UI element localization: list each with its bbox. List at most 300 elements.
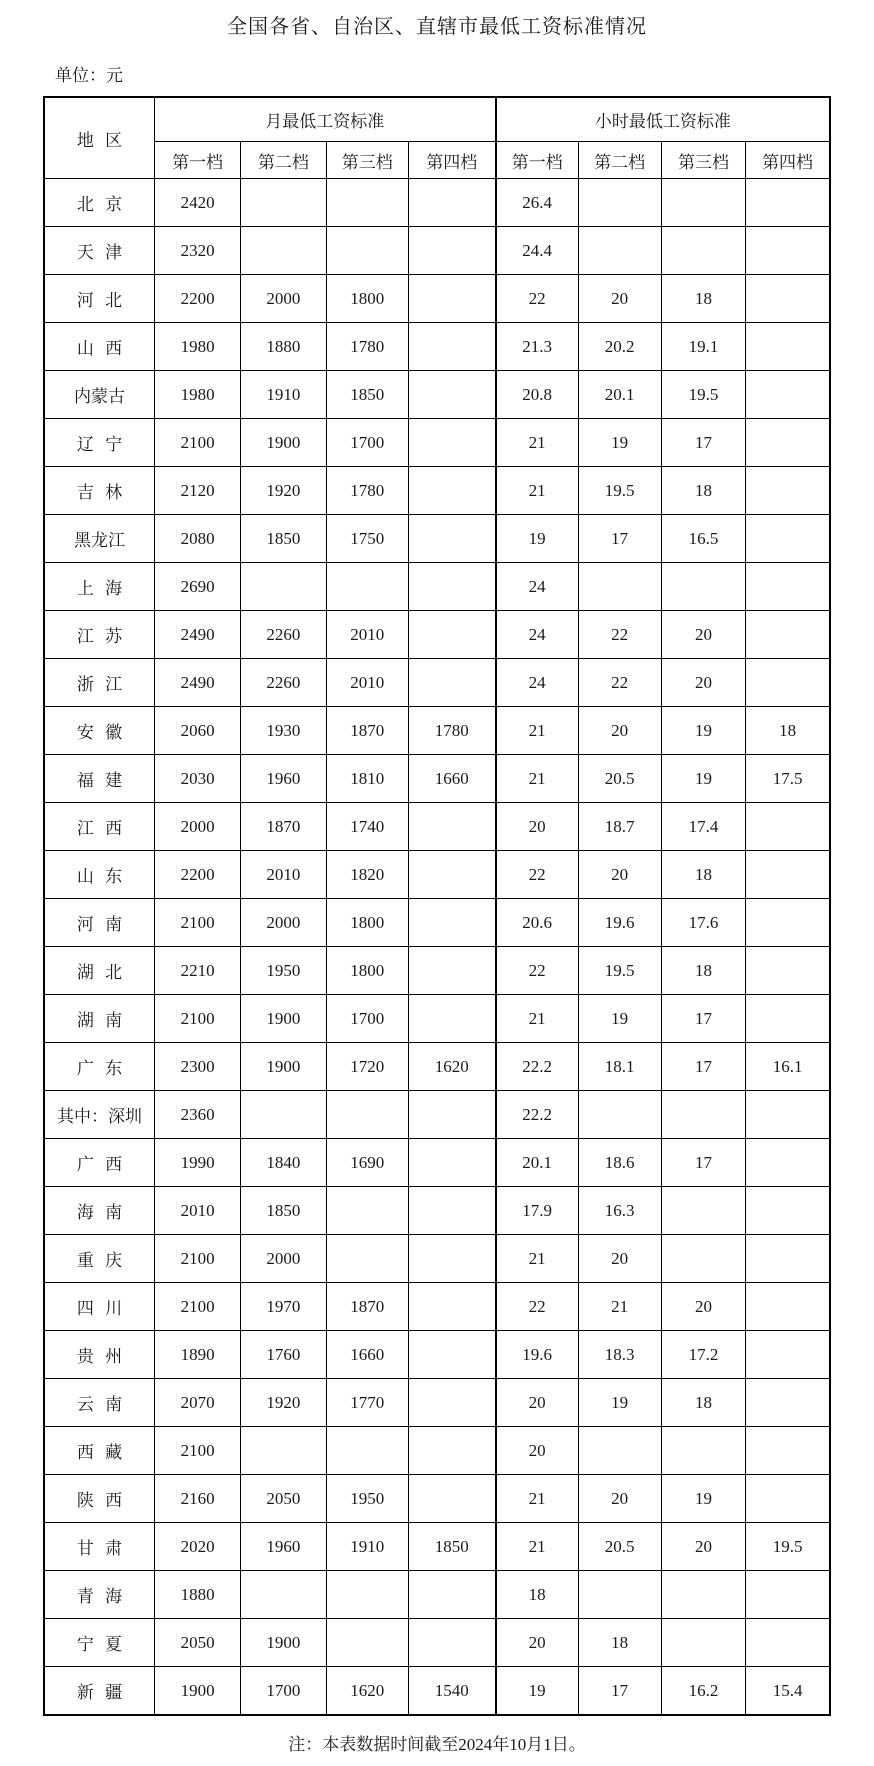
monthly-cell-tier4	[408, 611, 495, 659]
table-row	[44, 419, 830, 467]
hourly-cell-tier2	[578, 563, 661, 611]
monthly-cell-tier2: 1840	[241, 1139, 326, 1187]
monthly-cell-tier4	[408, 995, 495, 1043]
hourly-cell-tier3: 19	[661, 755, 745, 803]
hourly-cell-tier2: 21	[578, 1283, 661, 1331]
region-cell: 其中：深圳	[44, 1091, 154, 1139]
table-row	[44, 1427, 830, 1475]
monthly-cell-tier3	[326, 1187, 408, 1235]
region-cell: 青 海	[44, 1571, 154, 1619]
hourly-cell-tier4	[746, 1283, 830, 1331]
monthly-cell-tier4: 1660	[408, 755, 495, 803]
tier-header-monthly-1: 第一档	[154, 142, 240, 179]
region-cell: 内蒙古	[44, 371, 154, 419]
monthly-cell-tier3	[326, 227, 408, 275]
hourly-cell-tier4	[746, 467, 830, 515]
region-cell: 福 建	[44, 755, 154, 803]
monthly-cell-tier4	[408, 467, 495, 515]
hourly-cell-tier1: 24	[496, 611, 578, 659]
monthly-cell-tier3: 1800	[326, 947, 408, 995]
monthly-group-header: 月最低工资标准	[154, 97, 495, 142]
monthly-cell-tier4	[408, 851, 495, 899]
footnote: 注：本表数据时间截至2024年10月1日。	[288, 1735, 586, 1754]
hourly-cell-tier4: 16.1	[746, 1043, 830, 1091]
table-row	[44, 947, 830, 995]
hourly-cell-tier3: 17.6	[661, 899, 745, 947]
hourly-cell-tier1: 21	[496, 419, 578, 467]
monthly-cell-tier1: 2010	[154, 1187, 240, 1235]
region-cell: 广 东	[44, 1043, 154, 1091]
monthly-cell-tier2: 1930	[241, 707, 326, 755]
table-row	[44, 611, 830, 659]
monthly-cell-tier1: 2160	[154, 1475, 240, 1523]
table-row	[44, 515, 830, 563]
monthly-cell-tier2: 1950	[241, 947, 326, 995]
table-row	[44, 323, 830, 371]
monthly-cell-tier4	[408, 1619, 495, 1667]
table-row	[44, 1283, 830, 1331]
hourly-cell-tier4: 17.5	[746, 755, 830, 803]
monthly-cell-tier1: 1890	[154, 1331, 240, 1379]
hourly-cell-tier3: 18	[661, 851, 745, 899]
table-row	[44, 179, 830, 227]
hourly-cell-tier4	[746, 1331, 830, 1379]
hourly-cell-tier1: 21	[496, 995, 578, 1043]
hourly-cell-tier4	[746, 1475, 830, 1523]
monthly-cell-tier2: 1870	[241, 803, 326, 851]
hourly-cell-tier2: 18.7	[578, 803, 661, 851]
table-row	[44, 1091, 830, 1139]
hourly-cell-tier2: 19.5	[578, 467, 661, 515]
hourly-cell-tier2: 19	[578, 1379, 661, 1427]
tier-header-hourly-2: 第二档	[578, 142, 661, 179]
monthly-cell-tier2: 1760	[241, 1331, 326, 1379]
monthly-cell-tier4	[408, 1187, 495, 1235]
hourly-cell-tier4	[746, 371, 830, 419]
monthly-cell-tier3: 1770	[326, 1379, 408, 1427]
tier-header-row	[44, 142, 830, 179]
hourly-cell-tier3: 18	[661, 1379, 745, 1427]
monthly-cell-tier2: 1900	[241, 1619, 326, 1667]
hourly-cell-tier3	[661, 1187, 745, 1235]
hourly-cell-tier4	[746, 323, 830, 371]
hourly-cell-tier2: 19.6	[578, 899, 661, 947]
region-cell: 陕 西	[44, 1475, 154, 1523]
hourly-cell-tier1: 22.2	[496, 1043, 578, 1091]
table-row	[44, 371, 830, 419]
hourly-cell-tier3: 17.2	[661, 1331, 745, 1379]
monthly-cell-tier1: 2030	[154, 755, 240, 803]
hourly-cell-tier3: 16.5	[661, 515, 745, 563]
hourly-cell-tier4	[746, 659, 830, 707]
hourly-group-header: 小时最低工资标准	[496, 97, 830, 142]
hourly-cell-tier2: 20	[578, 1235, 661, 1283]
hourly-cell-tier1: 21	[496, 1475, 578, 1523]
hourly-cell-tier1: 20	[496, 803, 578, 851]
tier-header-monthly-2: 第二档	[241, 142, 326, 179]
hourly-cell-tier4	[746, 947, 830, 995]
monthly-cell-tier3: 1800	[326, 899, 408, 947]
monthly-cell-tier3: 1700	[326, 995, 408, 1043]
hourly-cell-tier1: 20.6	[496, 899, 578, 947]
monthly-cell-tier3: 2010	[326, 611, 408, 659]
hourly-cell-tier4	[746, 1379, 830, 1427]
tier-header-monthly-4: 第四档	[408, 142, 495, 179]
monthly-cell-tier2: 2000	[241, 275, 326, 323]
monthly-cell-tier1: 2100	[154, 419, 240, 467]
monthly-cell-tier2	[241, 1571, 326, 1619]
hourly-cell-tier1: 24	[496, 563, 578, 611]
monthly-cell-tier3: 1820	[326, 851, 408, 899]
table-row	[44, 707, 830, 755]
hourly-cell-tier2: 22	[578, 611, 661, 659]
table-row	[44, 1331, 830, 1379]
monthly-cell-tier3: 1690	[326, 1139, 408, 1187]
monthly-cell-tier3: 1810	[326, 755, 408, 803]
hourly-cell-tier4	[746, 1427, 830, 1475]
monthly-cell-tier1: 2690	[154, 563, 240, 611]
region-cell: 河 南	[44, 899, 154, 947]
hourly-cell-tier3	[661, 1571, 745, 1619]
monthly-cell-tier3: 1660	[326, 1331, 408, 1379]
hourly-cell-tier3	[661, 179, 745, 227]
monthly-cell-tier2: 2000	[241, 899, 326, 947]
region-cell: 安 徽	[44, 707, 154, 755]
monthly-cell-tier3: 1750	[326, 515, 408, 563]
monthly-cell-tier4	[408, 323, 495, 371]
monthly-cell-tier4	[408, 947, 495, 995]
monthly-cell-tier1: 2420	[154, 179, 240, 227]
monthly-cell-tier3: 1950	[326, 1475, 408, 1523]
monthly-cell-tier2: 1960	[241, 1523, 326, 1571]
hourly-cell-tier3: 18	[661, 947, 745, 995]
table-row	[44, 1523, 830, 1571]
hourly-cell-tier1: 24	[496, 659, 578, 707]
monthly-cell-tier4: 1780	[408, 707, 495, 755]
monthly-cell-tier3: 1870	[326, 1283, 408, 1331]
hourly-cell-tier3	[661, 1235, 745, 1283]
region-column-header: 地 区	[44, 97, 154, 179]
monthly-cell-tier1: 2200	[154, 275, 240, 323]
hourly-cell-tier1: 24.4	[496, 227, 578, 275]
hourly-cell-tier4	[746, 419, 830, 467]
monthly-cell-tier3: 1800	[326, 275, 408, 323]
hourly-cell-tier3: 19	[661, 707, 745, 755]
monthly-cell-tier1: 2060	[154, 707, 240, 755]
monthly-cell-tier2: 1700	[241, 1667, 326, 1716]
hourly-cell-tier3: 16.2	[661, 1667, 745, 1716]
monthly-cell-tier2: 2010	[241, 851, 326, 899]
group-header-row	[44, 97, 830, 142]
monthly-cell-tier4	[408, 515, 495, 563]
monthly-cell-tier1: 2210	[154, 947, 240, 995]
tier-header-monthly-3: 第三档	[326, 142, 408, 179]
hourly-cell-tier4	[746, 611, 830, 659]
monthly-cell-tier2	[241, 563, 326, 611]
hourly-cell-tier2: 20.1	[578, 371, 661, 419]
monthly-cell-tier1: 2100	[154, 899, 240, 947]
table-row	[44, 1379, 830, 1427]
monthly-cell-tier3: 2010	[326, 659, 408, 707]
monthly-cell-tier4	[408, 659, 495, 707]
table-row	[44, 227, 830, 275]
hourly-cell-tier3	[661, 563, 745, 611]
monthly-cell-tier1: 1990	[154, 1139, 240, 1187]
monthly-cell-tier2	[241, 227, 326, 275]
hourly-cell-tier4	[746, 227, 830, 275]
table-row	[44, 563, 830, 611]
table-row	[44, 899, 830, 947]
hourly-cell-tier3	[661, 1091, 745, 1139]
table-row	[44, 1187, 830, 1235]
monthly-cell-tier2: 1900	[241, 1043, 326, 1091]
monthly-cell-tier4	[408, 803, 495, 851]
hourly-cell-tier2	[578, 1427, 661, 1475]
monthly-cell-tier2: 1850	[241, 515, 326, 563]
hourly-cell-tier2: 19.5	[578, 947, 661, 995]
hourly-cell-tier2: 22	[578, 659, 661, 707]
region-cell: 山 西	[44, 323, 154, 371]
hourly-cell-tier1: 21	[496, 1235, 578, 1283]
monthly-cell-tier2: 2050	[241, 1475, 326, 1523]
hourly-cell-tier3: 17	[661, 419, 745, 467]
monthly-cell-tier1: 2070	[154, 1379, 240, 1427]
hourly-cell-tier2: 20	[578, 851, 661, 899]
region-cell: 河 北	[44, 275, 154, 323]
monthly-cell-tier2: 1920	[241, 467, 326, 515]
region-cell: 浙 江	[44, 659, 154, 707]
monthly-cell-tier3: 1850	[326, 371, 408, 419]
hourly-cell-tier4	[746, 851, 830, 899]
monthly-cell-tier1: 2200	[154, 851, 240, 899]
hourly-cell-tier4	[746, 275, 830, 323]
hourly-cell-tier2: 20.5	[578, 755, 661, 803]
monthly-cell-tier2	[241, 1091, 326, 1139]
table-row	[44, 1619, 830, 1667]
hourly-cell-tier1: 20	[496, 1379, 578, 1427]
hourly-cell-tier2: 20	[578, 707, 661, 755]
monthly-cell-tier1: 2300	[154, 1043, 240, 1091]
hourly-cell-tier3	[661, 1427, 745, 1475]
monthly-cell-tier1: 2100	[154, 1427, 240, 1475]
monthly-cell-tier4: 1540	[408, 1667, 495, 1716]
hourly-cell-tier2	[578, 1091, 661, 1139]
monthly-cell-tier3: 1870	[326, 707, 408, 755]
table-row	[44, 1571, 830, 1619]
hourly-cell-tier3: 18	[661, 275, 745, 323]
table-row	[44, 1043, 830, 1091]
table-row	[44, 1667, 830, 1716]
region-cell: 海 南	[44, 1187, 154, 1235]
hourly-cell-tier2: 18.3	[578, 1331, 661, 1379]
table-row	[44, 995, 830, 1043]
region-cell: 甘 肃	[44, 1523, 154, 1571]
hourly-cell-tier3: 17.4	[661, 803, 745, 851]
page-title: 全国各省、自治区、直辖市最低工资标准情况	[227, 16, 647, 38]
hourly-cell-tier4	[746, 563, 830, 611]
monthly-cell-tier4	[408, 179, 495, 227]
hourly-cell-tier4	[746, 1571, 830, 1619]
monthly-cell-tier4: 1620	[408, 1043, 495, 1091]
hourly-cell-tier1: 19	[496, 1667, 578, 1716]
region-cell: 天 津	[44, 227, 154, 275]
region-cell: 黑龙江	[44, 515, 154, 563]
region-cell: 江 西	[44, 803, 154, 851]
monthly-cell-tier1: 2050	[154, 1619, 240, 1667]
monthly-cell-tier1: 1880	[154, 1571, 240, 1619]
hourly-cell-tier4	[746, 179, 830, 227]
hourly-cell-tier2	[578, 227, 661, 275]
hourly-cell-tier3	[661, 1619, 745, 1667]
monthly-cell-tier4	[408, 1283, 495, 1331]
monthly-cell-tier3: 1720	[326, 1043, 408, 1091]
table-row	[44, 467, 830, 515]
hourly-cell-tier2	[578, 179, 661, 227]
monthly-cell-tier4	[408, 371, 495, 419]
hourly-cell-tier1: 19	[496, 515, 578, 563]
table-row	[44, 1235, 830, 1283]
monthly-cell-tier1: 2360	[154, 1091, 240, 1139]
monthly-cell-tier3: 1700	[326, 419, 408, 467]
monthly-cell-tier4	[408, 1091, 495, 1139]
hourly-cell-tier4: 18	[746, 707, 830, 755]
hourly-cell-tier1: 22	[496, 1283, 578, 1331]
hourly-cell-tier1: 20.1	[496, 1139, 578, 1187]
table-row	[44, 851, 830, 899]
tier-header-hourly-4: 第四档	[746, 142, 830, 179]
hourly-cell-tier1: 21	[496, 755, 578, 803]
region-cell: 湖 北	[44, 947, 154, 995]
monthly-cell-tier2: 1900	[241, 995, 326, 1043]
monthly-cell-tier4	[408, 1379, 495, 1427]
region-cell: 西 藏	[44, 1427, 154, 1475]
monthly-cell-tier2: 1850	[241, 1187, 326, 1235]
region-cell: 新 疆	[44, 1667, 154, 1716]
hourly-cell-tier1: 22	[496, 947, 578, 995]
hourly-cell-tier2: 20	[578, 275, 661, 323]
hourly-cell-tier3: 19	[661, 1475, 745, 1523]
hourly-cell-tier4	[746, 1187, 830, 1235]
hourly-cell-tier1: 18	[496, 1571, 578, 1619]
monthly-cell-tier2: 1910	[241, 371, 326, 419]
unit-label: 单位：元	[55, 66, 123, 85]
region-cell: 吉 林	[44, 467, 154, 515]
hourly-cell-tier1: 21	[496, 1523, 578, 1571]
monthly-cell-tier2: 2260	[241, 659, 326, 707]
hourly-cell-tier4	[746, 803, 830, 851]
hourly-cell-tier1: 21.3	[496, 323, 578, 371]
monthly-cell-tier4	[408, 563, 495, 611]
monthly-cell-tier1: 2490	[154, 611, 240, 659]
monthly-cell-tier3	[326, 179, 408, 227]
monthly-cell-tier3: 1620	[326, 1667, 408, 1716]
monthly-cell-tier1: 1980	[154, 323, 240, 371]
hourly-cell-tier3: 17	[661, 995, 745, 1043]
hourly-cell-tier3: 20	[661, 659, 745, 707]
hourly-cell-tier1: 19.6	[496, 1331, 578, 1379]
hourly-cell-tier1: 20	[496, 1619, 578, 1667]
region-cell: 辽 宁	[44, 419, 154, 467]
region-cell: 宁 夏	[44, 1619, 154, 1667]
hourly-cell-tier2: 18.6	[578, 1139, 661, 1187]
hourly-cell-tier4	[746, 1139, 830, 1187]
monthly-cell-tier2: 1900	[241, 419, 326, 467]
monthly-cell-tier1: 2490	[154, 659, 240, 707]
monthly-cell-tier4	[408, 1235, 495, 1283]
hourly-cell-tier3: 19.5	[661, 371, 745, 419]
hourly-cell-tier3: 17	[661, 1139, 745, 1187]
monthly-cell-tier3: 1740	[326, 803, 408, 851]
monthly-cell-tier3	[326, 1091, 408, 1139]
table-row	[44, 275, 830, 323]
hourly-cell-tier2: 17	[578, 1667, 661, 1716]
monthly-cell-tier2: 2000	[241, 1235, 326, 1283]
monthly-cell-tier4	[408, 419, 495, 467]
monthly-cell-tier1: 1980	[154, 371, 240, 419]
hourly-cell-tier3: 19.1	[661, 323, 745, 371]
table-row	[44, 1475, 830, 1523]
monthly-cell-tier1: 2120	[154, 467, 240, 515]
hourly-cell-tier1: 20.8	[496, 371, 578, 419]
minimum-wage-table	[43, 96, 831, 1716]
monthly-cell-tier1: 2080	[154, 515, 240, 563]
hourly-cell-tier2: 18	[578, 1619, 661, 1667]
table-row	[44, 803, 830, 851]
region-cell: 重 庆	[44, 1235, 154, 1283]
hourly-cell-tier4: 15.4	[746, 1667, 830, 1716]
monthly-cell-tier1: 2100	[154, 995, 240, 1043]
monthly-cell-tier1: 2000	[154, 803, 240, 851]
hourly-cell-tier2	[578, 1571, 661, 1619]
monthly-cell-tier3	[326, 1235, 408, 1283]
tier-header-hourly-3: 第三档	[661, 142, 745, 179]
region-cell: 山 东	[44, 851, 154, 899]
hourly-cell-tier4	[746, 515, 830, 563]
hourly-cell-tier3: 20	[661, 1523, 745, 1571]
hourly-cell-tier4	[746, 995, 830, 1043]
hourly-cell-tier3: 20	[661, 1283, 745, 1331]
monthly-cell-tier1: 2100	[154, 1235, 240, 1283]
monthly-cell-tier2: 1960	[241, 755, 326, 803]
tier-header-hourly-1: 第一档	[496, 142, 578, 179]
hourly-cell-tier1: 21	[496, 707, 578, 755]
monthly-cell-tier4	[408, 227, 495, 275]
hourly-cell-tier3	[661, 227, 745, 275]
hourly-cell-tier4	[746, 1091, 830, 1139]
monthly-cell-tier3	[326, 1427, 408, 1475]
region-cell: 云 南	[44, 1379, 154, 1427]
hourly-cell-tier1: 22	[496, 851, 578, 899]
table-row	[44, 1139, 830, 1187]
monthly-cell-tier4	[408, 1139, 495, 1187]
hourly-cell-tier1: 22.2	[496, 1091, 578, 1139]
hourly-cell-tier2: 20.2	[578, 323, 661, 371]
monthly-cell-tier4: 1850	[408, 1523, 495, 1571]
hourly-cell-tier1: 21	[496, 467, 578, 515]
hourly-cell-tier2: 20	[578, 1475, 661, 1523]
hourly-cell-tier3: 18	[661, 467, 745, 515]
hourly-cell-tier3: 17	[661, 1043, 745, 1091]
monthly-cell-tier4	[408, 275, 495, 323]
monthly-cell-tier3	[326, 1619, 408, 1667]
hourly-cell-tier4: 19.5	[746, 1523, 830, 1571]
region-cell: 北 京	[44, 179, 154, 227]
monthly-cell-tier3: 1780	[326, 323, 408, 371]
region-cell: 上 海	[44, 563, 154, 611]
monthly-cell-tier3	[326, 1571, 408, 1619]
table-row	[44, 659, 830, 707]
monthly-cell-tier4	[408, 1571, 495, 1619]
